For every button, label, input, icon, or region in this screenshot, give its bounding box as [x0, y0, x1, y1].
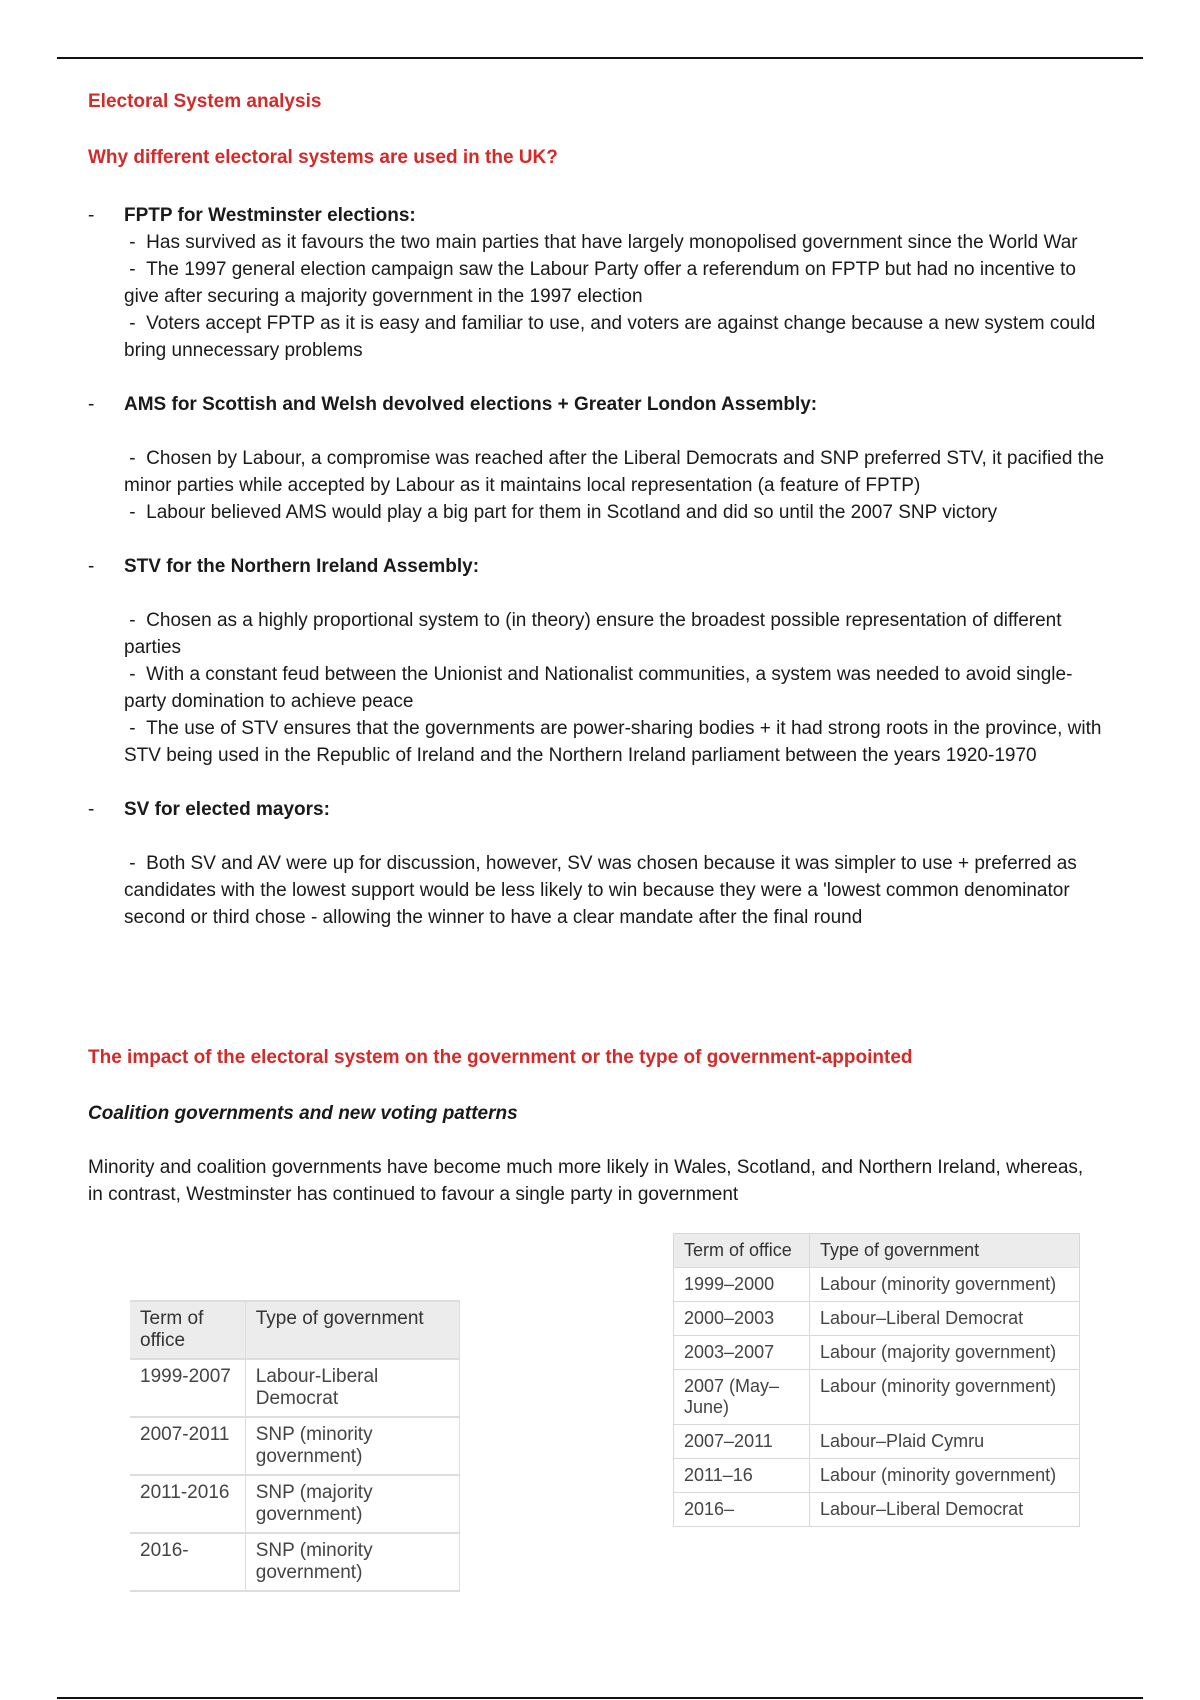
table-row	[674, 1425, 1080, 1459]
point-text: Both SV and AV were up for discussion, however, SV was chosen because it was simpler to use + preferred as candidates with the lowest support would be less likely to win because they were a 'lowest common denominator second or third chose - allowing the winner to have a clear mandate after the final round	[124, 853, 1077, 928]
term-cell: 1999–2000	[674, 1268, 810, 1302]
bullet-dot: -	[129, 259, 136, 280]
table-row	[130, 1359, 460, 1417]
term-cell: 2000–2003	[674, 1302, 810, 1336]
section-point	[124, 850, 1114, 931]
section	[88, 202, 1114, 364]
section-heading: STV for the Northern Ireland Assembly:	[124, 556, 480, 577]
section-point	[124, 607, 1114, 661]
point-text: The 1997 general election campaign saw the Labour Party offer a referendum on FPTP but had no incentive to give after securing a majority government in the 1997 election	[124, 259, 1076, 307]
table-row	[130, 1533, 460, 1591]
type-cell: Labour–Liberal Democrat	[810, 1302, 1080, 1336]
bullet-dot: -	[129, 448, 136, 469]
table-row	[674, 1459, 1080, 1493]
sub-heading: Coalition governments and new voting patterns	[88, 1103, 518, 1124]
table-left	[130, 1300, 460, 1592]
section-heading: AMS for Scottish and Welsh devolved elections + Greater London Assembly:	[124, 394, 818, 415]
section-point	[124, 229, 1114, 256]
type-cell: SNP (minority government)	[245, 1417, 459, 1475]
term-cell: 1999-2007	[130, 1359, 245, 1417]
section	[88, 553, 1114, 769]
point-text: Has survived as it favours the two main parties that have largely monopolised government since the World War	[146, 232, 1078, 253]
type-cell: Labour–Liberal Democrat	[810, 1493, 1080, 1527]
header-type: Type of government	[810, 1234, 1080, 1268]
type-cell: Labour (minority government)	[810, 1268, 1080, 1302]
table-row	[674, 1302, 1080, 1336]
top-rule	[57, 57, 1143, 59]
term-cell: 2003–2007	[674, 1336, 810, 1370]
bullet-dot: -	[129, 664, 136, 685]
bullet-dash: -	[88, 394, 95, 415]
table-row	[674, 1268, 1080, 1302]
section-point	[124, 310, 1114, 364]
bullet-dot: -	[129, 313, 136, 334]
term-cell: 2011–16	[674, 1459, 810, 1493]
section-point	[124, 715, 1114, 769]
term-cell: 2016–	[674, 1493, 810, 1527]
section-point	[124, 499, 1114, 526]
table-row	[130, 1417, 460, 1475]
section-point	[124, 661, 1114, 715]
header-term: Term of office	[674, 1234, 810, 1268]
term-cell: 2007 (May–June)	[674, 1370, 810, 1425]
header-type: Type of government	[245, 1301, 459, 1359]
section	[88, 391, 1114, 526]
table-row	[674, 1370, 1080, 1425]
table-row	[674, 1336, 1080, 1370]
type-cell: Labour (majority government)	[810, 1336, 1080, 1370]
type-cell: Labour–Plaid Cymru	[810, 1425, 1080, 1459]
table-right	[673, 1233, 1080, 1527]
type-cell: Labour-Liberal Democrat	[245, 1359, 459, 1417]
point-text: With a constant feud between the Unionist and Nationalist communities, a system was needed to avoid single-party domination to achieve peace	[124, 664, 1073, 712]
term-cell: 2007–2011	[674, 1425, 810, 1459]
bottom-rule	[57, 1697, 1143, 1699]
bullet-dot: -	[129, 232, 136, 253]
type-cell: Labour (minority government)	[810, 1459, 1080, 1493]
bullet-dash: -	[88, 799, 95, 820]
section-heading: FPTP for Westminster elections:	[124, 205, 416, 226]
question-heading: Why different electoral systems are used in the UK?	[88, 147, 558, 168]
point-text: Voters accept FPTP as it is easy and familiar to use, and voters are against change because a new system could bring unnecessary problems	[124, 313, 1096, 361]
section-heading: SV for elected mayors:	[124, 799, 330, 820]
sections	[88, 202, 1114, 958]
impact-heading: The impact of the electoral system on the government or the type of government-appointed	[88, 1047, 913, 1068]
bullet-dot: -	[129, 502, 136, 523]
point-text: Chosen as a highly proportional system to (in theory) ensure the broadest possible representation of different parties	[124, 610, 1062, 658]
bullet-dot: -	[129, 610, 136, 631]
paragraph: Minority and coalition governments have become much more likely in Wales, Scotland, and Northern Ireland, whereas, in contrast, Westminster has continued to favour a single party in government	[88, 1157, 1084, 1205]
table-row	[674, 1493, 1080, 1527]
bullet-dot: -	[129, 718, 136, 739]
type-cell: SNP (minority government)	[245, 1533, 459, 1591]
point-text: The use of STV ensures that the governments are power-sharing bodies + it had strong roots in the province, with STV being used in the Republic of Ireland and the Northern Ireland parliament between the years 1920-1970	[124, 718, 1102, 766]
term-cell: 2016-	[130, 1533, 245, 1591]
bullet-dash: -	[88, 556, 95, 577]
section-point	[124, 256, 1114, 310]
document-title: Electoral System analysis	[88, 91, 322, 112]
point-text: Chosen by Labour, a compromise was reached after the Liberal Democrats and SNP preferred STV, it pacified the minor parties while accepted by Labour as it maintains local representation (a feature of FPTP)	[124, 448, 1105, 496]
section-point	[124, 445, 1114, 499]
bullet-dot: -	[129, 853, 136, 874]
term-cell: 2011-2016	[130, 1475, 245, 1533]
point-text: Labour believed AMS would play a big part for them in Scotland and did so until the 2007 SNP victory	[146, 502, 998, 523]
bullet-dash: -	[88, 205, 95, 226]
header-term: Term of office	[130, 1301, 245, 1359]
section	[88, 796, 1114, 931]
type-cell: Labour (minority government)	[810, 1370, 1080, 1425]
table-row	[130, 1475, 460, 1533]
term-cell: 2007-2011	[130, 1417, 245, 1475]
type-cell: SNP (majority government)	[245, 1475, 459, 1533]
